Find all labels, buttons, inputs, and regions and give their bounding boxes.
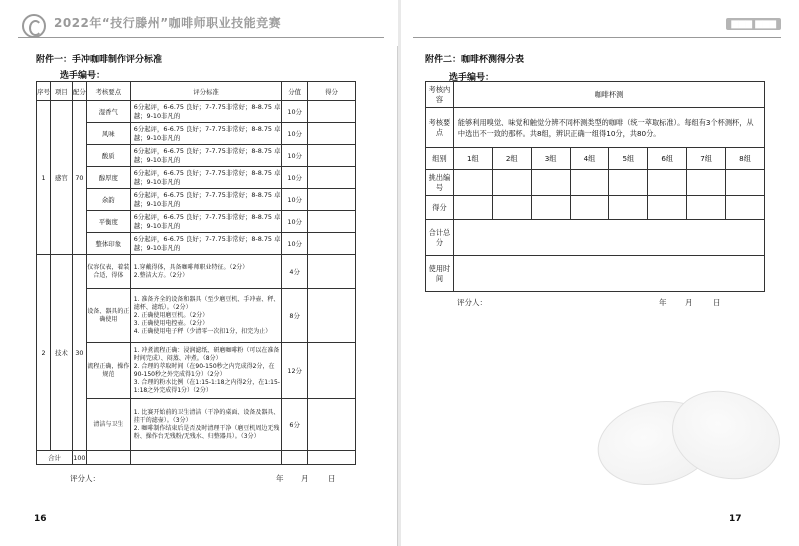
evaluator-label: 评分人： (457, 298, 487, 307)
total-score: 100 (72, 451, 86, 465)
left-page (0, 0, 398, 546)
row-item: 技术 (50, 255, 72, 451)
header-rule (18, 37, 384, 38)
criteria: 1. 比赛开始前的卫生清洁（干净的桌面、设备及器具、挂干的滤壶）。（3分） 2. 咖啡制作结束后是否及时清理干净（磨豆机周边无残粉、操作台无残粉/无残水、归整器具）。（3分） (130, 399, 281, 451)
total-label: 合计总分 (426, 220, 454, 256)
total-label: 合计 (37, 451, 73, 465)
score-cell[interactable] (308, 145, 356, 167)
criteria: 6分起评，6-6.75 良好；7-7.75非常好；8-8.75 卓越；9-10非凡的 (130, 189, 281, 211)
year-label: 年 (659, 298, 667, 307)
criteria: 6分起评，6-6.75 良好；7-7.75非常好；8-8.75 卓越；9-10非凡的 (130, 101, 281, 123)
time-cell[interactable] (453, 256, 764, 292)
content-label: 考核内容 (426, 82, 454, 108)
point: 醇厚度 (86, 167, 130, 189)
pick-label: 挑出编号 (426, 170, 454, 196)
col-header: 得分 (308, 82, 356, 101)
score-cell[interactable] (648, 196, 687, 220)
score-cell[interactable] (308, 123, 356, 145)
group-cell: 5组 (609, 148, 648, 170)
page-number: 16 (34, 514, 47, 524)
point: 湿香气 (86, 101, 130, 123)
score-cell[interactable] (308, 451, 356, 465)
score-cell[interactable] (609, 196, 648, 220)
header-rule (413, 37, 781, 38)
points-value: 能够利用嗅觉、味觉和触觉分辨不同杯测类型的咖啡（统一萃取标准）。每组有3个杯测杯，从中选出不一致的那杯。共8组，辨识正确一组得10分，共80分。 (453, 108, 764, 148)
score-cell[interactable] (308, 343, 356, 399)
group-cell: 4组 (570, 148, 609, 170)
row-item: 感官 (50, 101, 72, 255)
month-label: 月 (685, 298, 693, 307)
score-cell[interactable] (308, 211, 356, 233)
points-label: 考核要点 (426, 108, 454, 148)
score-cell[interactable] (308, 167, 356, 189)
group-cell: 6组 (648, 148, 687, 170)
col-header: 分值 (282, 82, 308, 101)
time-label: 使用时间 (426, 256, 454, 292)
point: 酸质 (86, 145, 130, 167)
criteria: 6分起评，6-6.75 良好；7-7.75非常好；8-8.75 卓越；9-10非凡的 (130, 211, 281, 233)
pick-cell[interactable] (687, 170, 726, 196)
pick-cell[interactable] (492, 170, 531, 196)
page-header (0, 0, 398, 46)
score-cell[interactable] (308, 399, 356, 451)
group-cell: 7组 (687, 148, 726, 170)
score-cell[interactable] (308, 289, 356, 343)
point: 余韵 (86, 189, 130, 211)
year-label: 年 (276, 474, 284, 483)
contestant-no-label: 选手编号： (60, 71, 106, 81)
point: 平衡度 (86, 211, 130, 233)
pick-cell[interactable] (609, 170, 648, 196)
contestant-no-label: 选手编号： (449, 73, 495, 83)
score-cell[interactable] (308, 189, 356, 211)
value: 10分 (282, 189, 308, 211)
point: 仪容仪表，着装合适，得体 (86, 255, 130, 289)
time-row (426, 256, 765, 292)
score-cell[interactable] (726, 196, 765, 220)
evaluator-label: 评分人： (70, 474, 100, 483)
point: 设备、器具的正确使用 (86, 289, 130, 343)
value: 8分 (282, 289, 308, 343)
group-cell: 3组 (531, 148, 570, 170)
score-cell[interactable] (453, 196, 492, 220)
row-no: 2 (37, 255, 51, 451)
point: 整体印象 (86, 233, 130, 255)
group-cell: 1组 (453, 148, 492, 170)
row-score: 70 (72, 101, 86, 255)
row-no: 1 (37, 101, 51, 255)
criteria: 1.穿戴得体，具备咖啡师职业特征。（2分） 2.整洁大方。（2分） (130, 255, 281, 289)
score-cell[interactable] (492, 196, 531, 220)
value: 10分 (282, 211, 308, 233)
score-cell[interactable] (531, 196, 570, 220)
score-row (426, 196, 765, 220)
value: 4分 (282, 255, 308, 289)
day-label: 日 (713, 298, 721, 307)
cupping-score-table (425, 81, 765, 292)
value: 10分 (282, 233, 308, 255)
point: 风味 (86, 123, 130, 145)
total-row (37, 451, 356, 465)
score-cell[interactable] (570, 196, 609, 220)
criteria: 1. 准备齐全的设备和器具（至少磨豆机、手冲壶、秤、滤杯、滤纸）。（2分） 2. 正确使用磨豆机。（2分） 3. 正确使用电控壶。（2分） 4. 正确使用电子秤（少清零一次扣1分，扣完为止） (130, 289, 281, 343)
table-header-row (37, 82, 356, 101)
right-page (401, 0, 799, 546)
table-row (426, 82, 765, 108)
value: 12分 (282, 343, 308, 399)
pick-cell[interactable] (453, 170, 492, 196)
col-header: 项目 (50, 82, 72, 101)
value: 6分 (282, 399, 308, 451)
criteria: 6分起评，6-6.75 良好；7-7.75非常好；8-8.75 卓越；9-10非凡的 (130, 145, 281, 167)
group-cell: 2组 (492, 148, 531, 170)
group-label: 组别 (426, 148, 454, 170)
col-header: 评分标准 (130, 82, 281, 101)
score-label: 得分 (426, 196, 454, 220)
header-badge: ▆▆▆ ▆▆▆ (726, 18, 781, 30)
criteria: 6分起评，6-6.75 良好；7-7.75非常好；8-8.75 卓越；9-10非凡的 (130, 233, 281, 255)
pick-cell[interactable] (531, 170, 570, 196)
score-cell[interactable] (308, 101, 356, 123)
table-row (37, 101, 356, 123)
col-header: 配分 (72, 82, 86, 101)
score-cell[interactable] (687, 196, 726, 220)
content-value: 咖啡杯测 (453, 82, 764, 108)
criteria: 6分起评，6-6.75 良好；7-7.75非常好；8-8.75 卓越；9-10非凡的 (130, 167, 281, 189)
col-header: 考核要点 (86, 82, 130, 101)
group-cell: 8组 (726, 148, 765, 170)
pick-row (426, 170, 765, 196)
pick-cell[interactable] (648, 170, 687, 196)
page-number: 17 (729, 514, 742, 524)
attachment-title: 附件一：手冲咖啡制作评分标准 (36, 55, 163, 65)
criteria: 6分起评，6-6.75 良好；7-7.75非常好；8-8.75 卓越；9-10非凡的 (130, 123, 281, 145)
month-label: 月 (301, 474, 309, 483)
header-title: 2022年“技行滕州”咖啡师职业技能竞赛 (54, 16, 282, 30)
pick-cell[interactable] (726, 170, 765, 196)
day-label: 日 (328, 474, 336, 483)
table-row (37, 255, 356, 289)
row-score: 30 (72, 255, 86, 451)
pick-cell[interactable] (570, 170, 609, 196)
value: 10分 (282, 145, 308, 167)
point: 流程正确，操作规范 (86, 343, 130, 399)
criteria: 1. 冲煮流程正确：浸润滤纸、研磨咖啡粉（可以在准备时间完成）、闷蒸、冲煮。（8分） 2. 合理的萃取时间（在90-150秒之内完成得2分，在90-150秒之外完成得1分）（2分） 3. 合理的粉水比例（在1:15-1:18之内得2分，在1:15-1:18之外完成得1分）（2分） (130, 343, 281, 399)
table-row (426, 108, 765, 148)
score-cell[interactable] (308, 255, 356, 289)
scoring-table (36, 81, 356, 465)
competition-logo-icon (22, 14, 46, 38)
total-cell[interactable] (453, 220, 764, 256)
group-row (426, 148, 765, 170)
total-row (426, 220, 765, 256)
score-cell[interactable] (308, 233, 356, 255)
point: 清洁与卫生 (86, 399, 130, 451)
value: 10分 (282, 123, 308, 145)
attachment-title: 附件二：咖啡杯测得分表 (425, 55, 525, 65)
value: 10分 (282, 167, 308, 189)
col-header: 序号 (37, 82, 51, 101)
value: 10分 (282, 101, 308, 123)
page-header (401, 0, 799, 46)
